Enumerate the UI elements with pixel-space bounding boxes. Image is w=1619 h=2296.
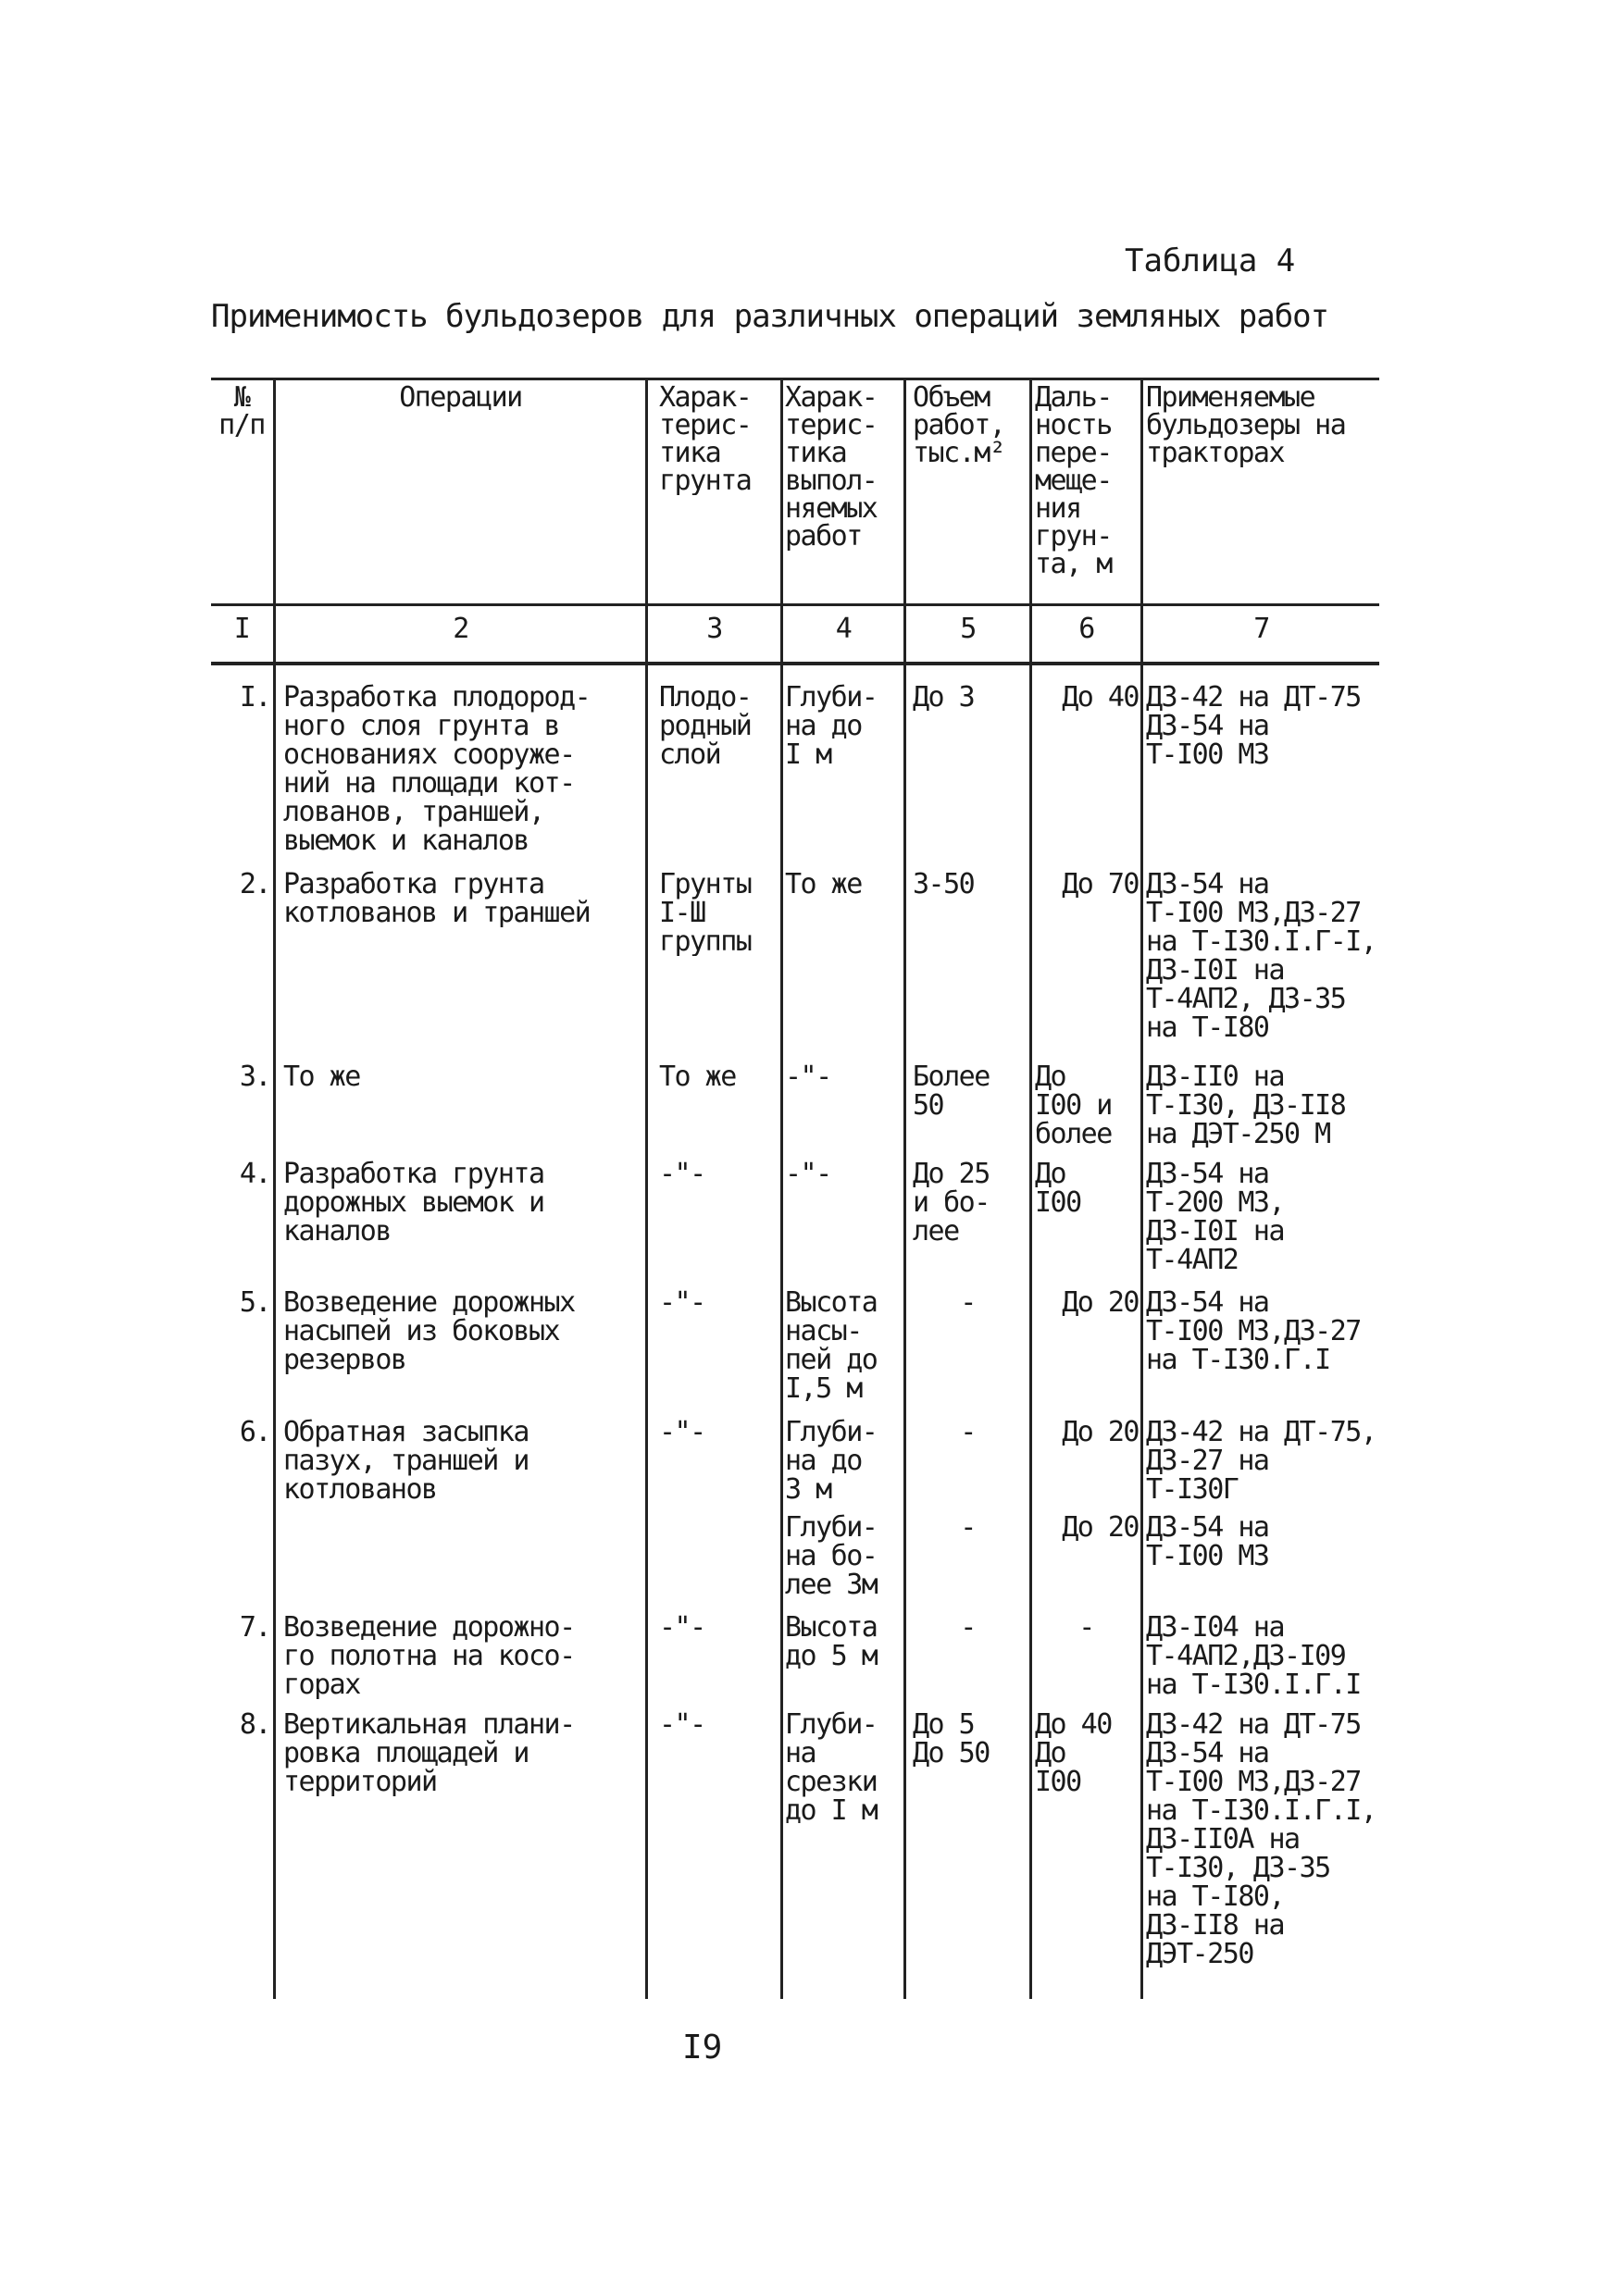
operation-cell: Разработка плодород- ного слоя грунта в основаниях сооруже- ний на площади кот- лованов, траншей, выемок и каналов (283, 683, 591, 855)
distance-cell: До 20 (1062, 1513, 1139, 1542)
header-distance: Даль- ность пере- меще- ния грун- та, м (1035, 384, 1112, 578)
column-number: 6 (1078, 614, 1094, 643)
volume-cell: - (960, 1613, 976, 1642)
work-cell: Глуби- на до I м (785, 683, 878, 769)
column-number: 7 (1253, 614, 1269, 643)
operation-cell: Возведение дорожных насыпей из боковых резервов (283, 1288, 575, 1374)
row-number: 5. (239, 1288, 270, 1317)
operation-cell: То же (283, 1062, 360, 1091)
header-soil: Харак- терис- тика грунта (659, 384, 752, 495)
row-number: 8. (239, 1710, 270, 1739)
distance-cell: До 20 (1062, 1288, 1139, 1317)
operation-cell: Разработка грунта котлованов и траншей (283, 870, 591, 927)
column-number: I (233, 614, 250, 643)
work-cell: -"- (785, 1160, 831, 1188)
table-top-rule (211, 378, 1379, 380)
volume-cell: До 5 До 50 (913, 1710, 990, 1768)
distance-cell: До 70 (1062, 870, 1139, 899)
distance-cell: До I00 и более (1035, 1062, 1112, 1148)
operation-cell: Возведение дорожно- го полотна на косо- горах (283, 1613, 575, 1699)
work-cell: Глуби- на бо- лее 3м (785, 1513, 878, 1599)
work-cell: То же (785, 870, 862, 899)
soil-cell: -"- (659, 1418, 705, 1446)
work-cell: Высота насы- пей до I,5 м (785, 1288, 878, 1403)
column-number: 2 (453, 614, 468, 643)
volume-cell: - (960, 1418, 976, 1446)
volume-cell: До 3 (913, 683, 975, 712)
column-divider (273, 378, 276, 1999)
soil-cell: -"- (659, 1288, 705, 1317)
bulldozers-cell: ДЗ-II0 на Т-I30, ДЗ-II8 на ДЭТ-250 М (1146, 1062, 1346, 1148)
numbering-bottom-rule (211, 662, 1379, 665)
distance-cell: До I00 (1035, 1160, 1081, 1217)
header-work: Харак- терис- тика выпол- няемых работ (785, 384, 878, 551)
work-cell: -"- (785, 1062, 831, 1091)
distance-cell: До 40 До I00 (1035, 1710, 1112, 1796)
operation-cell: Обратная засыпка пазух, траншей и котлованов (283, 1418, 529, 1504)
work-cell: Глуби- на срезки до I м (785, 1710, 878, 1825)
column-number: 5 (960, 614, 976, 643)
distance-cell: - (1078, 1613, 1094, 1642)
bulldozers-cell: ДЗ-42 на ДТ-75 ДЗ-54 на Т-I00 МЗ (1146, 683, 1361, 769)
row-number: 6. (239, 1418, 270, 1446)
row-number: 2. (239, 870, 270, 899)
column-number: 3 (706, 614, 722, 643)
volume-cell: - (960, 1288, 976, 1317)
column-number: 4 (835, 614, 852, 643)
volume-cell: - (960, 1513, 976, 1542)
soil-cell: Грунты I-Ш группы (659, 870, 752, 956)
soil-cell: -"- (659, 1710, 705, 1739)
bulldozers-cell: ДЗ-42 на ДТ-75 ДЗ-54 на Т-I00 МЗ,ДЗ-27 на Т-I30.I.Г.I, ДЗ-II0А на Т-I30, ДЗ-35 на Т-I80, ДЗ-II8 на ДЭТ-250 (1146, 1710, 1376, 1968)
soil-cell: Плодо- родный слой (659, 683, 752, 769)
header-volume: Объем работ, тыс.м² (913, 384, 1005, 467)
volume-cell: Более 50 (913, 1062, 990, 1120)
bulldozers-cell: ДЗ-54 на Т-200 МЗ, ДЗ-I0I на Т-4АП2 (1146, 1160, 1285, 1274)
row-number: I. (239, 683, 270, 712)
operation-cell: Вертикальная плани- ровка площадей и территорий (283, 1710, 575, 1796)
table-label: Таблица 4 (1125, 242, 1296, 279)
bulldozers-cell: ДЗ-54 на Т-I00 МЗ,ДЗ-27 на Т-I30.I.Г-I, ДЗ-I0I на Т-4АП2, ДЗ-35 на Т-I80 (1146, 870, 1376, 1042)
bulldozers-cell: ДЗ-54 на Т-I00 МЗ,ДЗ-27 на Т-I30.Г.I (1146, 1288, 1361, 1374)
page-number: I9 (682, 2029, 723, 2066)
row-number: 7. (239, 1613, 270, 1642)
row-number: 4. (239, 1160, 270, 1188)
distance-cell: До 40 (1062, 683, 1139, 712)
row-number: 3. (239, 1062, 270, 1091)
volume-cell: До 25 и бо- лее (913, 1160, 990, 1246)
soil-cell: -"- (659, 1160, 705, 1188)
bulldozers-cell: ДЗ-I04 на Т-4АП2,ДЗ-I09 на Т-I30.I.Г.I (1146, 1613, 1361, 1699)
operation-cell: Разработка грунта дорожных выемок и каналов (283, 1160, 544, 1246)
header-bulldozers: Применяемые бульдозеры на тракторах (1146, 384, 1346, 467)
header-bottom-rule (211, 603, 1379, 606)
soil-cell: То же (659, 1062, 736, 1091)
header-num: № п/п (218, 384, 265, 440)
volume-cell: 3-50 (913, 870, 975, 899)
header-operations: Операции (399, 384, 522, 412)
bulldozers-cell: ДЗ-42 на ДТ-75, ДЗ-27 на Т-I30Г (1146, 1418, 1376, 1504)
work-cell: Высота до 5 м (785, 1613, 878, 1670)
soil-cell: -"- (659, 1613, 705, 1642)
table-title: Применимость бульдозеров для различных операций земляных работ (211, 298, 1329, 335)
distance-cell: До 20 (1062, 1418, 1139, 1446)
work-cell: Глуби- на до 3 м (785, 1418, 878, 1504)
bulldozers-cell: ДЗ-54 на Т-I00 МЗ (1146, 1513, 1269, 1570)
